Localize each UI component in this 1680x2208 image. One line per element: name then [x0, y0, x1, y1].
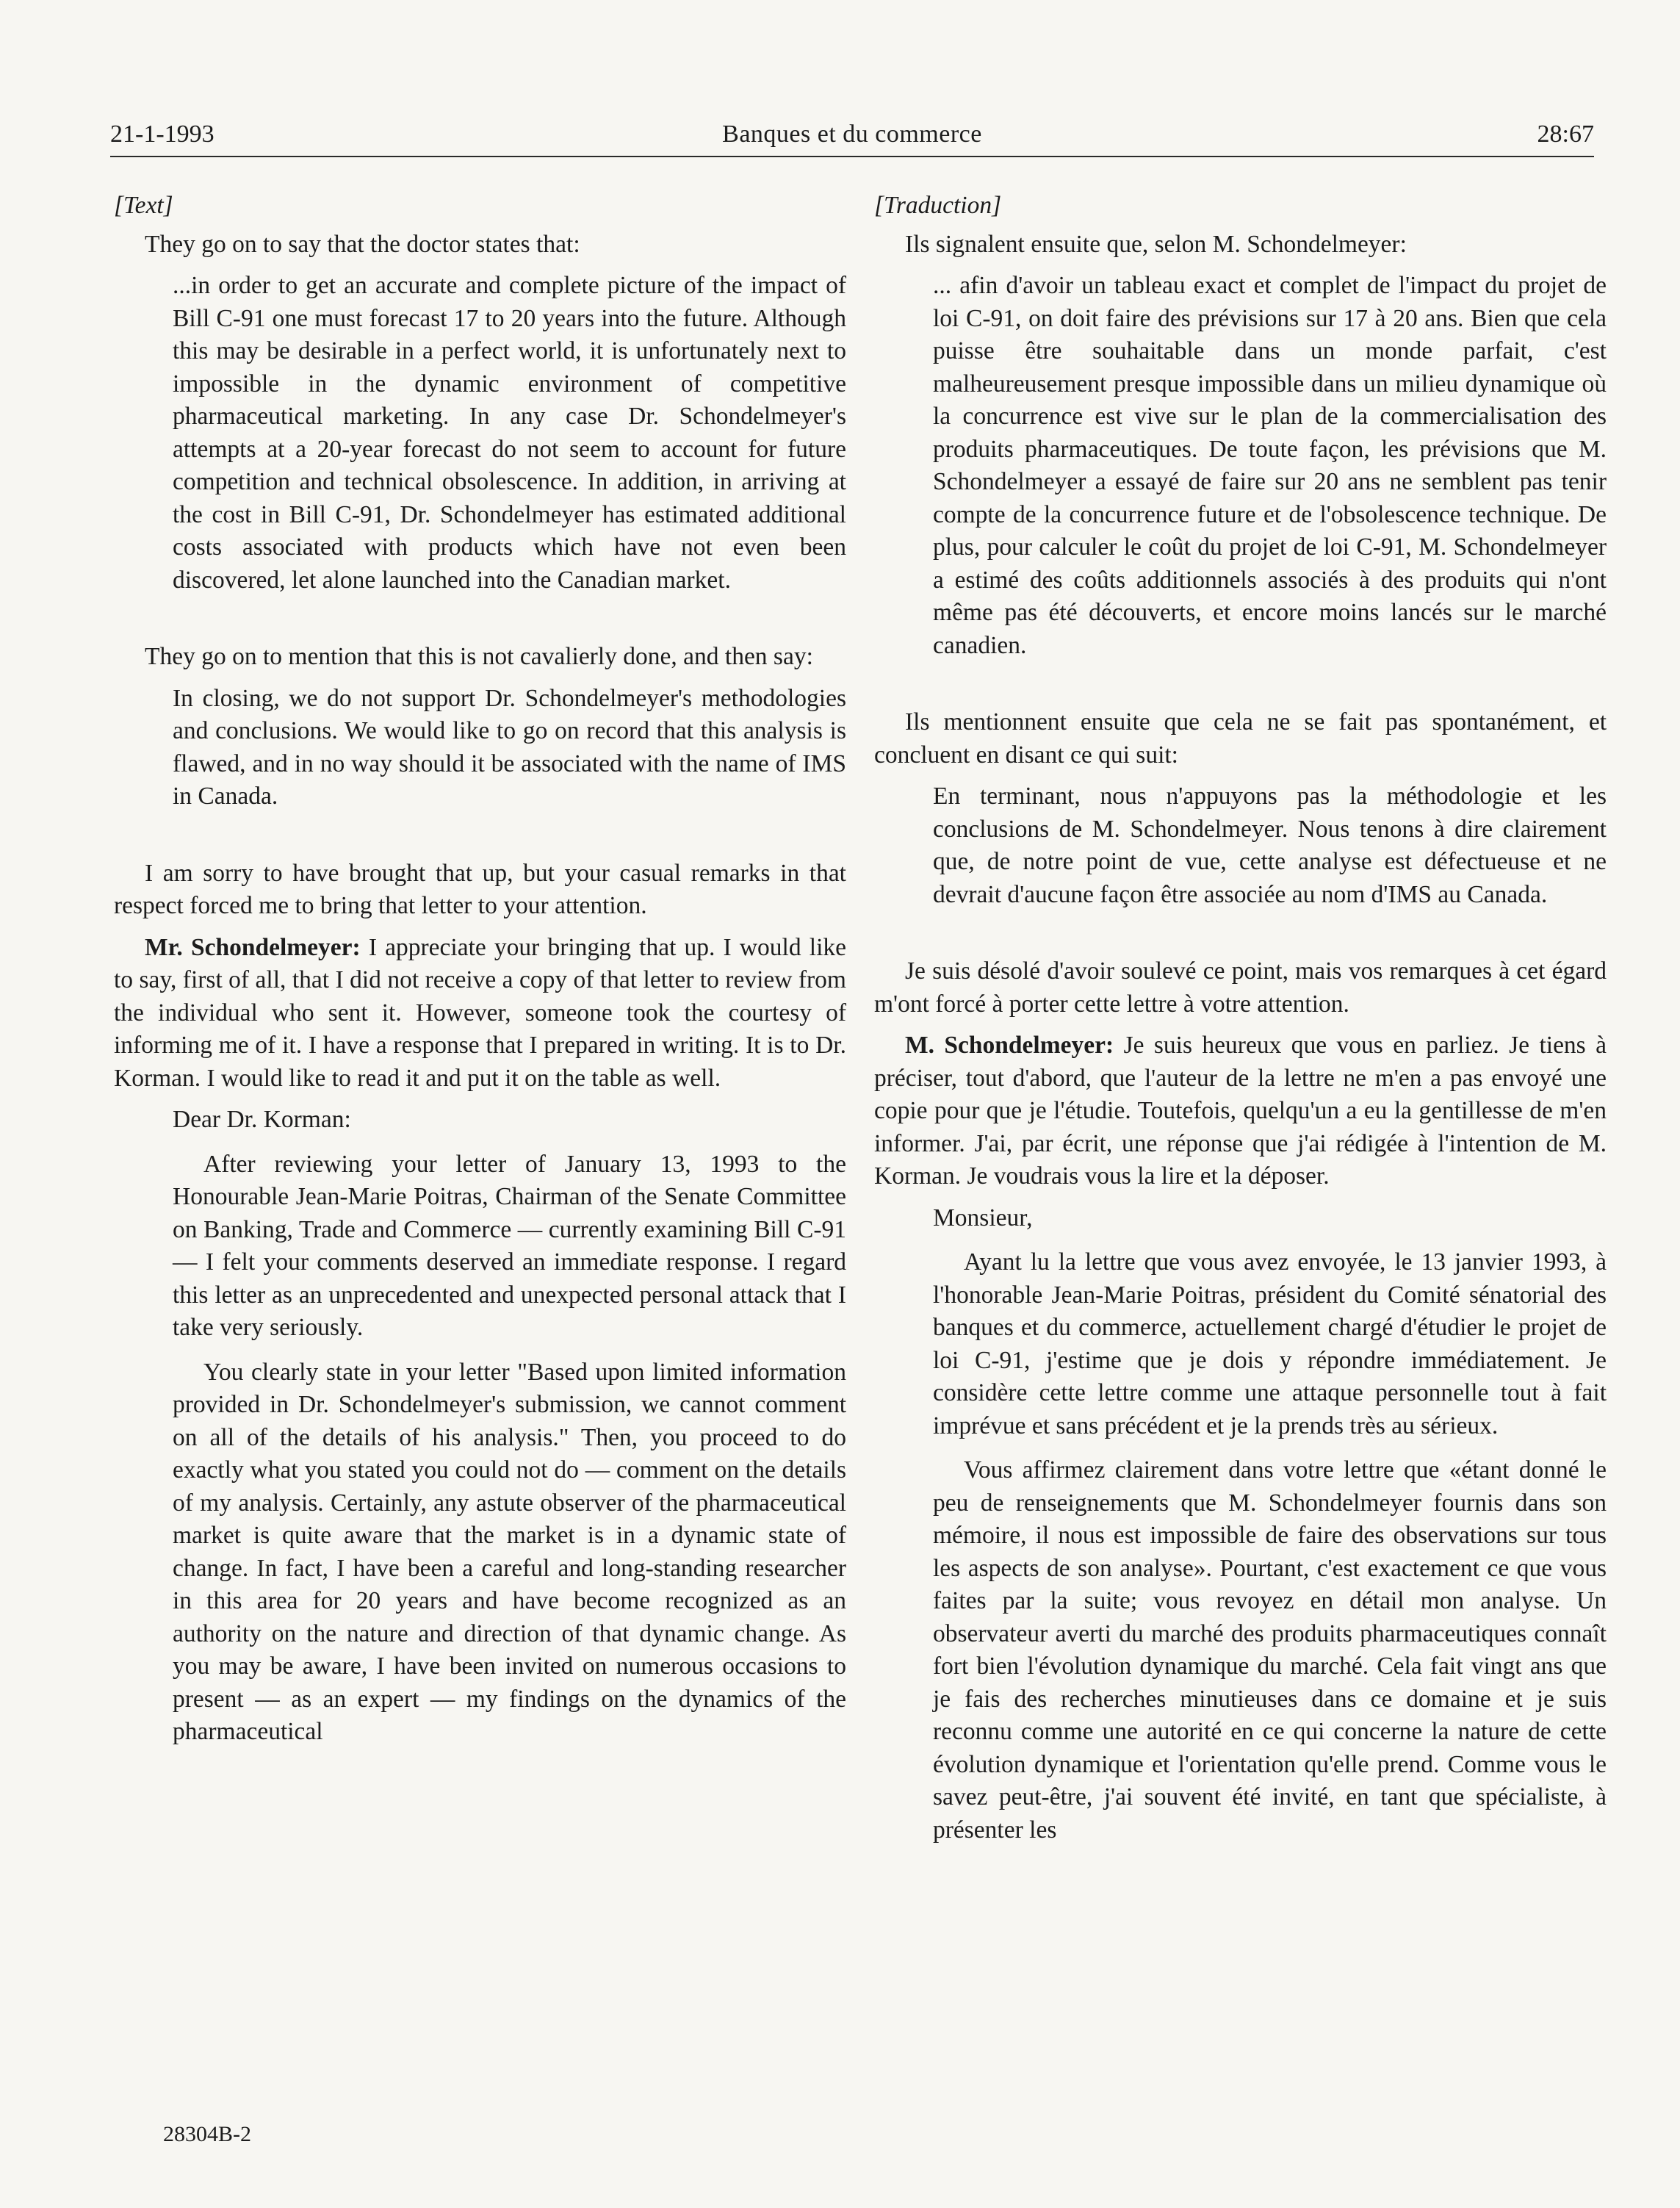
speaker-paragraph	[114, 932, 846, 1096]
english-column	[114, 190, 846, 1761]
letter-paragraph: After reviewing your letter of January 13, 1993 to the Honourable Jean-Marie Poitras, Chairman of the Senate Committee on Banking, Trade and Commerce — currently examining Bill C-91 — I felt your comments deserved an immediate response. I regard this letter as an unprecedented and unexpected personal attack that I take very seriously.	[173, 1150, 846, 1341]
block-quote	[933, 780, 1607, 911]
quote-text: En terminant, nous n'appuyons pas la méthodologie et les conclusions de M. Schondelmeyer. Nous tenons à dire clairement que, de notre point de vue, cette analyse est défectueuse et ne devrait d'aucune façon être associée au nom d'IMS au Canada.	[933, 783, 1607, 908]
paragraph: They go on to say that the doctor states that:	[145, 230, 580, 258]
paragraph: Ils signalent ensuite que, selon M. Schondelmeyer:	[905, 230, 1407, 258]
quote-text: ...in order to get an accurate and complete picture of the impact of Bill C-91 one must forecast 17 to 20 years into the future. Although this may be desirable in a perfect world, it is unfortunately next to impossible in the dynamic environment of competitive pharmaceutical marketing. In any case Dr. Schondelmeyer's attempts at a 20-year forecast do not seem to account for future competition and technical obsolescence. In addition, in arriving at the cost in Bill C-91, Dr. Schondelmeyer has estimated additional costs associated with products which have not even been discovered, let alone launched into the Canadian market.	[173, 272, 846, 594]
block-quote	[173, 683, 846, 813]
french-column	[874, 190, 1607, 1858]
speaker-text: Je suis heureux que vous en parliez. Je tiens à préciser, tout d'abord, que l'auteur de la lettre ne m'en a pas envoyé une copie pour que je l'étudie. Toutefois, quelqu'un a eu la gentillesse de m'en informer. J'ai, par écrit, une réponse que j'ai rédigée à l'intention de M. Korman. Je voudrais vous la lire et la déposer.	[874, 1032, 1607, 1190]
quote-text: In closing, we do not support Dr. Schondelmeyer's methodologies and conclusions. We would like to go on record that this analysis is flawed, and in no way should it be associated with the name of IMS in Canada.	[173, 684, 846, 810]
translation-tag: [Traduction]	[874, 192, 1002, 219]
header-date: 21-1-1993	[110, 121, 214, 148]
block-quote	[173, 270, 846, 597]
speaker-paragraph	[874, 1029, 1607, 1193]
header-rule	[110, 156, 1594, 157]
speaker-name: M. Schondelmeyer:	[905, 1032, 1114, 1059]
letter-salutation: Monsieur,	[933, 1204, 1033, 1231]
letter-paragraph: You clearly state in your letter "Based upon limited information provided in Dr. Schondelmeyer's submission, we cannot comment on all of the details of his analysis." Then, you proceed to do exactly what you stated you could not do — comment on the details of my analysis. Certainly, any astute observer of the pharmaceutical market is quite aware that the market is in a dynamic state of change. In fact, I have been a careful and long-standing researcher in this area for 20 years and have become recognized as an authority on the nature and direction of that dynamic change. As you may be aware, I have been invited on numerous occasions to present — as an expert — my findings on the dynamics of the pharmaceutical	[173, 1358, 846, 1745]
paragraph: Ils mentionnent ensuite que cela ne se fait pas spontanément, et concluent en disant ce qui suit:	[874, 708, 1607, 769]
header-title: Banques et du commerce	[722, 121, 982, 148]
page-header	[110, 118, 1594, 157]
header-page-number: 28:67	[1537, 121, 1594, 148]
speaker-name: Mr. Schondelmeyer:	[145, 933, 361, 961]
footer-code: 28304B-2	[163, 2122, 251, 2146]
text-tag: [Text]	[114, 192, 173, 219]
block-quote	[933, 270, 1607, 662]
letter-salutation: Dear Dr. Korman:	[173, 1106, 351, 1133]
letter-paragraph: Ayant lu la lettre que vous avez envoyée, le 13 janvier 1993, à l'honorable Jean-Marie Poitras, président du Comité sénatorial des banques et du commerce, actuellement chargé d'étudier le projet de loi C-91, j'estime que je dois y répondre immédiatement. Je considère cette lettre comme une attaque personnelle tout à fait imprévue et sans précédent et je la prends très au sérieux.	[933, 1248, 1607, 1439]
paragraph: They go on to mention that this is not cavalierly done, and then say:	[145, 643, 813, 670]
speaker-text: I appreciate your bringing that up. I would like to say, first of all, that I did not receive a copy of that letter to review from the individual who sent it. However, someone took the courtesy of informing me of it. I have a response that I prepared in writing. It is to Dr. Korman. I would like to read it and put it on the table as well.	[114, 933, 846, 1092]
quote-text: ... afin d'avoir un tableau exact et complet de l'impact du projet de loi C-91, on doit faire des prévisions sur 17 à 20 ans. Bien que cela puisse être souhaitable dans un monde parfait, c'est malheureusement presque impossible dans un milieu dynamique où la concurrence est vive sur le plan de la commercialisation des produits pharmaceutiques. De toute façon, les prévisions que M. Schondelmeyer a essayé de faire sur 20 ans ne semblent pas tenir compte de la concurrence future et de l'obsolescence technique. De plus, pour calculer le coût du projet de loi C-91, M. Schondelmeyer a estimé des coûts additionnels associés à des produits qui n'ont même pas été découverts, et encore moins lancés sur le marché canadien.	[933, 272, 1607, 659]
paragraph: I am sorry to have brought that up, but your casual remarks in that respect forced me to bring that letter to your attention.	[114, 859, 846, 919]
paragraph: Je suis désolé d'avoir soulevé ce point, mais vos remarques à cet égard m'ont forcé à porter cette lettre à votre attention.	[874, 957, 1607, 1018]
letter-paragraph: Vous affirmez clairement dans votre lettre que «étant donné le peu de renseignements que M. Schondelmeyer fournis dans son mémoire, il nous est impossible de faire des observations sur tous les aspects de son analyse». Pourtant, c'est exactement ce que vous faites par la suite; vous revoyez en détail mon analyse. Un observateur averti du marché des produits pharmaceutiques connaît fort bien l'évolution dynamique du marché. Cela fait vingt ans que je fais des recherches minutieuses dans ce domaine et je suis reconnu comme une autorité en ce qui concerne la nature de cette évolution dynamique et l'orientation qu'elle prend. Comme vous le savez peut-être, j'ai souvent été invité, en tant que spécialiste, à présenter les	[933, 1456, 1607, 1844]
